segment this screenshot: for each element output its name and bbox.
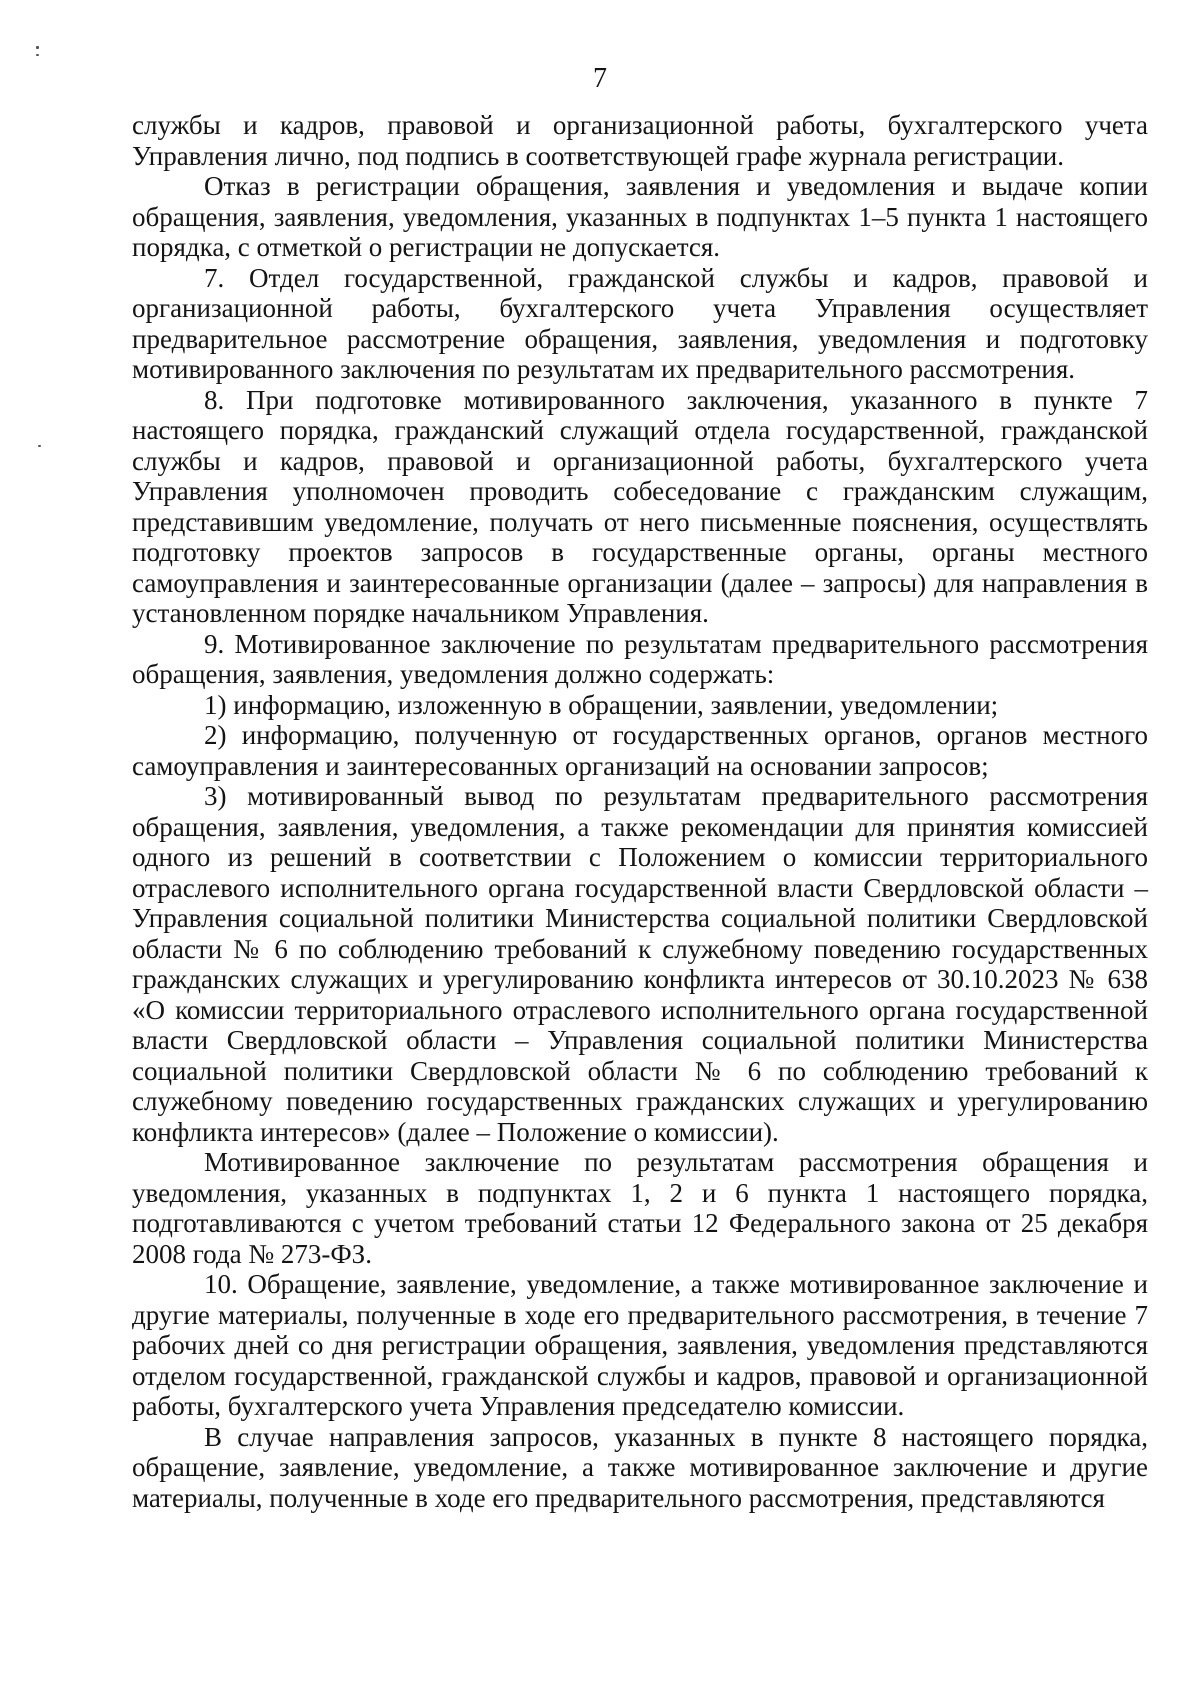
paragraph-subitem-3: 3) мотивированный вывод по результатам предварительного рассмотрения обращения, заявления, уведомления, а также рекомендации для принятия комиссией одного из решений в соответствии с Положением о комиссии территориального отраслевого исполнительного органа государственной власти Свердловской области – Управления социальной политики Министерства социальной политики Свердловской области № 6 по соблюдению требований к служебному поведению государственных гражданских служащих и урегулированию конфликта интересов от 30.10.2023 № 638 «О комиссии территориального отраслевого исполнительного органа государственной власти Свердловской области – Управления социальной политики Министерства социальной политики Свердловской области № 6 по соблюдению требований к служебному поведению государственных гражданских служащих и урегулированию конфликта интересов» (далее – Положение о комиссии). <box>132 781 1148 1147</box>
paragraph-item-10: 10. Обращение, заявление, уведомление, а также мотивированное заключение и другие материалы, полученные в ходе его предварительного рассмотрения, в течение 7 рабочих дней со дня регистрации обращения, заявления, уведомления представляются отделом государственной, гражданской службы и кадров, правовой и организационной работы, бухгалтерского учета Управления председателю комиссии. <box>132 1269 1148 1421</box>
paragraph-item-7: 7. Отдел государственной, гражданской службы и кадров, правовой и организационной работы, бухгалтерского учета Управления осуществляет предварительное рассмотрение обращения, заявления, уведомления и подготовку мотивированного заключения по результатам их предварительного рассмотрения. <box>132 262 1148 384</box>
paragraph-item-8: 8. При подготовке мотивированного заключения, указанного в пункте 7 настоящего порядка, гражданский служащий отдела государственной, гражданской службы и кадров, правовой и организационной работы, бухгалтерского учета Управления уполномочен проводить собеседование с гражданским служащим, представившим уведомление, получать от него письменные пояснения, осуществлять подготовку проектов запросов в государственные органы, органы местного самоуправления и заинтересованные организации (далее – запросы) для направления в установленном порядке начальником Управления. <box>132 384 1148 628</box>
document-body <box>132 110 1148 1513</box>
paragraph-refusal: Отказ в регистрации обращения, заявления и уведомления и выдаче копии обращения, заявления, уведомления, указанных в подпунктах 1–5 пункта 1 настоящего порядка, с отметкой о регистрации не допускается. <box>132 171 1148 262</box>
scan-speck <box>36 46 39 49</box>
paragraph-subitem-2: 2) информацию, полученную от государственных органов, органов местного самоуправления и заинтересованных организаций на основании запросов; <box>132 720 1148 781</box>
page-number: 7 <box>593 63 607 94</box>
paragraph-item-9: 9. Мотивированное заключение по результатам предварительного рассмотрения обращения, заявления, уведомления должно содержать: <box>132 628 1148 689</box>
scan-speck <box>36 54 39 56</box>
scan-speck <box>38 445 41 447</box>
paragraph-continuation: службы и кадров, правовой и организационной работы, бухгалтерского учета Управления лично, под подпись в соответствующей графе журнала регистрации. <box>132 110 1148 171</box>
paragraph-subitem-1: 1) информацию, изложенную в обращении, заявлении, уведомлении; <box>204 689 999 720</box>
paragraph-requests-case: В случае направления запросов, указанных в пункте 8 настоящего порядка, обращение, заявление, уведомление, а также мотивированное заключение и другие материалы, полученные в ходе его предварительного рассмотрения, представляются <box>132 1421 1148 1513</box>
paragraph-motivated-conclusion: Мотивированное заключение по результатам рассмотрения обращения и уведомления, указанных в подпунктах 1, 2 и 6 пункта 1 настоящего порядка, подготавливаются с учетом требований статьи 12 Федерального закона от 25 декабря 2008 года № 273-ФЗ. <box>132 1147 1148 1269</box>
